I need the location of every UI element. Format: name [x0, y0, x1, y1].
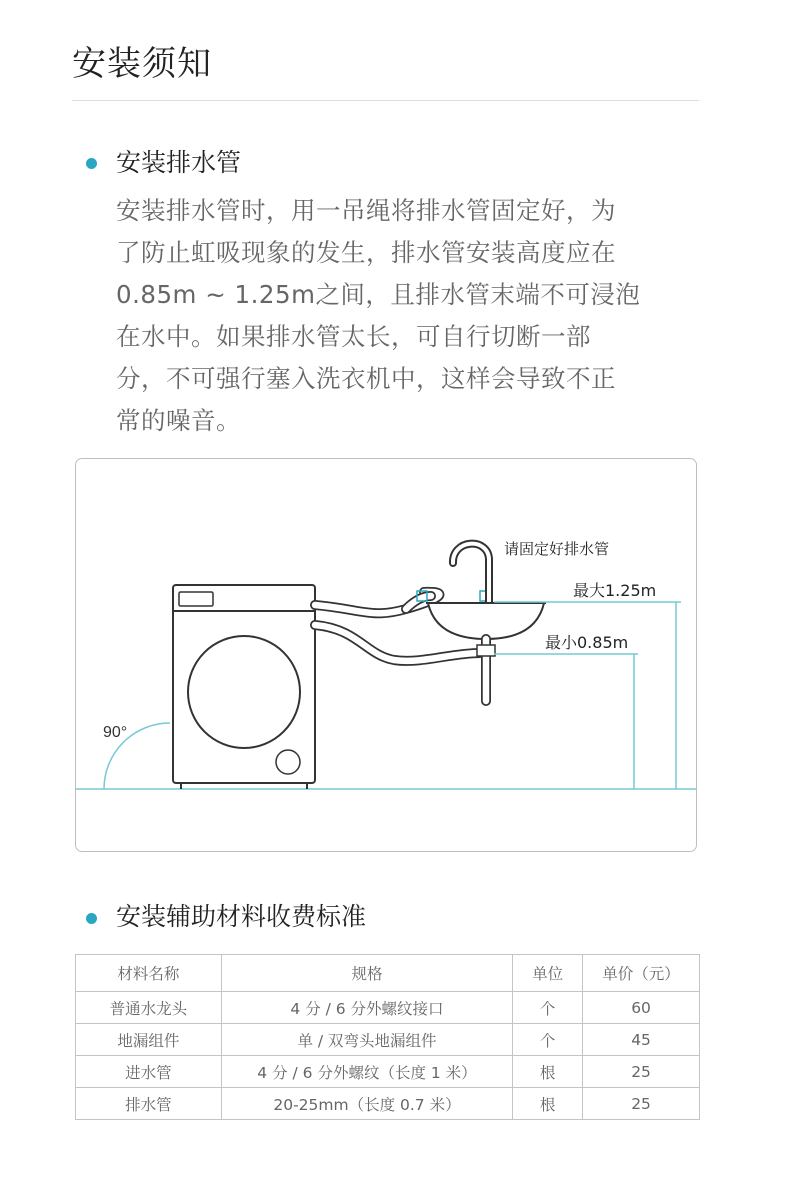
- table-cell: 60: [583, 992, 700, 1024]
- faucet-icon: [453, 544, 489, 602]
- drain-hose-instructions: [116, 190, 694, 442]
- paragraph-line: 在水中。如果排水管太长，可自行切断一部: [116, 322, 591, 351]
- table-row: [76, 1056, 700, 1088]
- table-cell: 地漏组件: [76, 1024, 222, 1056]
- min-height-label: 最小0.85m: [545, 633, 629, 652]
- table-cell: 普通水龙头: [76, 992, 222, 1024]
- table-cell: 个: [513, 992, 583, 1024]
- pipe-joint-icon: [477, 645, 495, 656]
- paragraph-line: 0.85m ~ 1.25m之间，且排水管末端不可浸泡: [116, 280, 641, 309]
- table-row: [76, 992, 700, 1024]
- sink-basin-icon: [428, 603, 544, 639]
- table-cell: 个: [513, 1024, 583, 1056]
- column-header: 单价（元）: [583, 955, 700, 992]
- section-heading-material-fees: 安装辅助材料收费标准: [116, 902, 367, 931]
- max-height-label: 最大1.25m: [573, 581, 657, 600]
- washing-machine-icon: [173, 585, 315, 789]
- table-cell: 4 分 / 6 分外螺纹（长度 1 米）: [221, 1056, 513, 1088]
- fix-hose-label: 请固定好排水管: [504, 540, 610, 558]
- table-cell: 排水管: [76, 1088, 222, 1120]
- table-cell: 45: [583, 1024, 700, 1056]
- material-fee-table: [75, 954, 700, 1120]
- table-cell: 20-25mm（长度 0.7 米）: [221, 1088, 513, 1120]
- installation-diagram-svg: [76, 459, 697, 852]
- table-cell: 进水管: [76, 1056, 222, 1088]
- table-cell: 4 分 / 6 分外螺纹接口: [221, 992, 513, 1024]
- installation-diagram: [75, 458, 697, 852]
- table-cell: 根: [513, 1088, 583, 1120]
- table-cell: 25: [583, 1056, 700, 1088]
- page-title: 安装须知: [72, 44, 212, 84]
- paragraph-line: 分，不可强行塞入洗衣机中，这样会导致不正: [116, 364, 616, 393]
- table-cell: 单 / 双弯头地漏组件: [221, 1024, 513, 1056]
- column-header: 单位: [513, 955, 583, 992]
- column-header: 材料名称: [76, 955, 222, 992]
- table-header-row: [76, 955, 700, 992]
- column-header: 规格: [221, 955, 513, 992]
- table-cell: 根: [513, 1056, 583, 1088]
- section-heading-drain-hose: 安装排水管: [116, 148, 242, 177]
- table-row: [76, 1024, 700, 1056]
- paragraph-line: 安装排水管时，用一吊绳将排水管固定好，为: [116, 196, 616, 225]
- title-divider: [72, 100, 699, 101]
- paragraph-line: 常的噪音。: [116, 406, 241, 435]
- section-bullet-icon: [86, 158, 97, 169]
- table-row: [76, 1088, 700, 1120]
- table-cell: 25: [583, 1088, 700, 1120]
- paragraph-line: 了防止虹吸现象的发生，排水管安装高度应在: [116, 238, 616, 267]
- section-bullet-icon: [86, 913, 97, 924]
- angle-label: 90°: [103, 724, 128, 741]
